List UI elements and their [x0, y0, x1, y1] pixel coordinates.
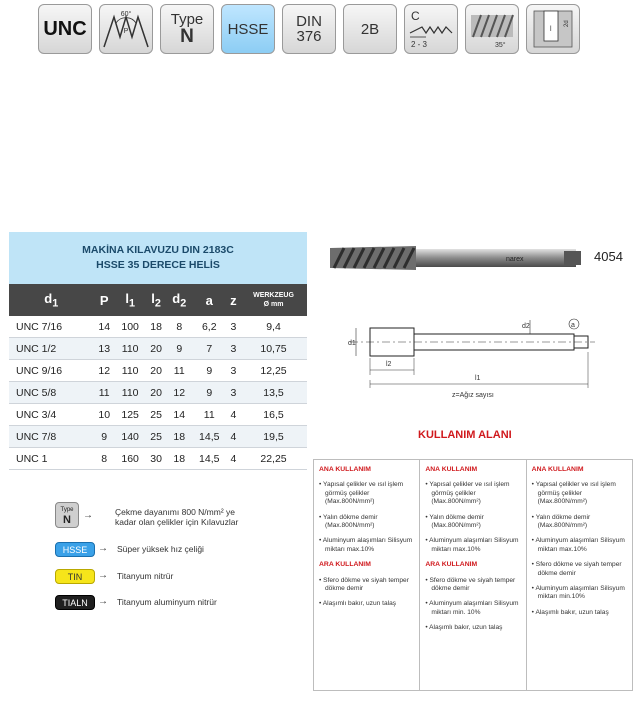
table-cell: 19,5: [240, 426, 307, 448]
usage-column: [420, 460, 526, 690]
table-row: [9, 338, 307, 360]
header-l2: $l_2$: [145, 284, 166, 316]
table-cell: 10,75: [240, 338, 307, 360]
usage-item: • Alaşımlı bakır, uzun talaş: [425, 624, 520, 632]
usage-main-title: ANA KULLANIM: [531, 466, 584, 473]
usage-item: • Yapısal çelikler ve ısıl işlem görmüş çelikler (Max.800N/mm²): [532, 481, 627, 506]
table-row: [9, 448, 307, 470]
table-cell: 4: [227, 404, 240, 426]
table-cell: 12: [167, 382, 192, 404]
usage-main-title: ANA KULLANIM: [319, 466, 371, 473]
spec-title-line2: HSSE 35 DERECE HELİS: [96, 259, 220, 271]
table-cell: 110: [115, 338, 146, 360]
table-row: [9, 360, 307, 382]
table-cell: 14,5: [192, 448, 227, 470]
legend-tialn-badge: TIALN: [55, 595, 95, 610]
header-tool-diameter: WERKZEUG Ø mm: [240, 284, 307, 316]
thread-angle-label: 60°: [120, 11, 132, 18]
table-cell: 4: [227, 448, 240, 470]
type-top-label: Type: [170, 11, 204, 28]
usage-item: • Aluminyum alaşımları Silisyum miktarı max.10%: [532, 537, 627, 554]
usage-item: • Yalın dökme demir (Max.800N/mm²): [319, 514, 414, 531]
table-cell: 8: [94, 448, 115, 470]
table-cell: 3: [227, 338, 240, 360]
usage-item: • Aluminyum alaşımları Silisyum miktarı max.10%: [425, 537, 520, 554]
table-cell: UNC 9/16: [9, 360, 94, 382]
chamfer-range: 2 - 3: [411, 40, 428, 49]
usage-item: • Aluminyum alaşımları Silisyum miktarı min. 10%: [425, 600, 520, 617]
legend-tialn-desc: Titanyum aluminyum nitrür: [117, 597, 217, 607]
header-d2: $d_2$: [167, 284, 192, 316]
usage-item: • Sfero dökme ve siyah temper dökme demir: [425, 577, 520, 594]
table-cell: 110: [115, 360, 146, 382]
usage-item: • Yapısal çelikler ve ısıl işlem görmüş çelikler (Max.800N/mm²): [425, 481, 520, 506]
table-cell: 6,2: [192, 316, 227, 338]
chamfer-letter: C: [411, 9, 420, 23]
table-row: [9, 404, 307, 426]
spec-table-title: [9, 232, 307, 284]
feature-icon-row: [38, 4, 580, 54]
thread-profile-icon: [99, 4, 153, 54]
flute-angle-icon: [465, 4, 519, 54]
table-cell: UNC 3/4: [9, 404, 94, 426]
table-cell: 3: [227, 360, 240, 382]
unc-label: UNC: [43, 18, 87, 40]
usage-item: • Aluminyum alaşımları Silisyum miktarı min.10%: [532, 585, 627, 602]
legend-type-desc: Çekme dayanımı 800 N/mm² ye kadar olan çelikler için Kılavuzlar: [115, 507, 239, 527]
table-cell: 14: [94, 316, 115, 338]
thread-p-label: P: [123, 28, 129, 35]
header-a: a: [192, 284, 227, 316]
table-cell: 20: [145, 360, 166, 382]
spec-header-row: [9, 284, 307, 316]
tap-brand: narex: [506, 256, 524, 263]
usage-columns: [313, 459, 633, 691]
unc-icon: [38, 4, 92, 54]
table-cell: 3: [227, 382, 240, 404]
table-cell: 14: [167, 404, 192, 426]
table-cell: 125: [115, 404, 146, 426]
table-cell: 25: [145, 426, 166, 448]
usage-column: [314, 460, 420, 690]
table-cell: 18: [145, 316, 166, 338]
table-cell: 160: [115, 448, 146, 470]
bore-2d-label: 2d: [564, 20, 570, 27]
usage-item: • Yapısal çelikler ve ısıl işlem görmüş çelikler (Max.800N/mm²): [319, 481, 414, 506]
table-row: [9, 426, 307, 448]
flute-angle-label: 35°: [495, 42, 506, 49]
usage-main-title: ANA KULLANIM: [425, 466, 478, 473]
usage-item: • Sfero dökme ve siyah temper dökme demir: [319, 577, 414, 594]
chamfer-icon: [404, 4, 458, 54]
table-cell: 100: [115, 316, 146, 338]
table-cell: 16,5: [240, 404, 307, 426]
table-cell: 12: [94, 360, 115, 382]
usage-item: • Alaşımlı bakır, uzun talaş: [532, 609, 627, 617]
usage-aux-title: ARA KULLANIM: [425, 561, 478, 569]
material-label: HSSE: [227, 20, 269, 38]
bore-depth-icon: [526, 4, 580, 54]
din-icon: [282, 4, 336, 54]
table-cell: 140: [115, 426, 146, 448]
header-d1: $d_1$: [9, 284, 94, 316]
table-cell: 13: [94, 338, 115, 360]
table-cell: 25: [145, 404, 166, 426]
type-n-icon: [160, 4, 214, 54]
table-cell: 20: [145, 338, 166, 360]
spec-table: [9, 284, 307, 470]
table-cell: 8: [167, 316, 192, 338]
table-cell: 9: [167, 338, 192, 360]
legend-hsse: [55, 541, 95, 559]
legend-hsse-desc: Süper yüksek hız çeliği: [117, 544, 204, 554]
dim-d1: d1: [348, 340, 356, 347]
table-cell: UNC 7/16: [9, 316, 94, 338]
tap-technical-drawing: [340, 300, 600, 405]
table-cell: UNC 5/8: [9, 382, 94, 404]
legend-type-badge: Type N: [55, 502, 79, 528]
legend-tialn: [55, 594, 95, 612]
legend-arrow-icon: →: [98, 570, 108, 581]
type-letter-label: N: [180, 26, 194, 47]
legend-tin-desc: Titanyum nitrür: [117, 571, 174, 581]
table-cell: 20: [145, 382, 166, 404]
product-code: 4054: [594, 249, 623, 264]
header-p: P: [94, 284, 115, 316]
legend-tin: [55, 568, 95, 586]
table-cell: 18: [167, 426, 192, 448]
legend-type: [55, 502, 79, 528]
legend-arrow-icon: →: [83, 510, 93, 521]
table-cell: 3: [227, 316, 240, 338]
usage-item: • Yalın dökme demir (Max.800N/mm²): [425, 514, 520, 531]
tolerance-icon: [343, 4, 397, 54]
legend-arrow-icon: →: [98, 596, 108, 607]
header-l1: $l_1$: [115, 284, 146, 316]
legend-tin-badge: TIN: [55, 569, 95, 584]
din-top-label: DIN: [296, 13, 322, 30]
bore-l-label: l: [550, 26, 552, 33]
tolerance-label: 2B: [360, 20, 380, 38]
table-cell: 12,25: [240, 360, 307, 382]
legend-hsse-badge: HSSE: [55, 542, 95, 557]
dim-d2: d2: [522, 323, 530, 330]
dim-l2: l2: [386, 361, 392, 368]
table-cell: 11: [167, 360, 192, 382]
table-cell: 9: [94, 426, 115, 448]
usage-aux-title: ARA KULLANIM: [319, 561, 371, 569]
usage-item: • Yalın dökme demir (Max.800N/mm²): [532, 514, 627, 531]
header-z: z: [227, 284, 240, 316]
hsse-icon: [221, 4, 275, 54]
table-cell: 4: [227, 426, 240, 448]
table-cell: 11: [94, 382, 115, 404]
table-row: [9, 316, 307, 338]
table-cell: 110: [115, 382, 146, 404]
spec-title-line1: MAKİNA KILAVUZU DIN 2183C: [82, 244, 234, 256]
table-cell: 13,5: [240, 382, 307, 404]
usage-title: KULLANIM ALANI: [418, 429, 512, 441]
tap-tool-image: [328, 240, 583, 276]
spec-table-block: [9, 232, 307, 470]
table-cell: 30: [145, 448, 166, 470]
table-cell: 9: [192, 360, 227, 382]
table-cell: 9,4: [240, 316, 307, 338]
usage-item: • Sfero dökme ve siyah temper dökme demir: [532, 561, 627, 578]
table-cell: 10: [94, 404, 115, 426]
table-cell: UNC 1/2: [9, 338, 94, 360]
table-cell: 14,5: [192, 426, 227, 448]
usage-item: • Alaşımlı bakır, uzun talaş: [319, 600, 414, 608]
table-cell: 22,25: [240, 448, 307, 470]
table-cell: UNC 7/8: [9, 426, 94, 448]
table-cell: 11: [192, 404, 227, 426]
table-cell: 18: [167, 448, 192, 470]
label-z: z=Ağız sayısı: [452, 392, 494, 399]
table-cell: UNC 1: [9, 448, 94, 470]
din-num-label: 376: [296, 28, 322, 45]
table-cell: 9: [192, 382, 227, 404]
dim-a: a: [571, 322, 575, 329]
table-cell: 7: [192, 338, 227, 360]
table-row: [9, 382, 307, 404]
usage-column: [527, 460, 632, 690]
usage-item: • Aluminyum alaşımları Silisyum miktarı max.10%: [319, 537, 414, 554]
legend-arrow-icon: →: [98, 543, 108, 554]
dim-l1: l1: [475, 375, 481, 382]
